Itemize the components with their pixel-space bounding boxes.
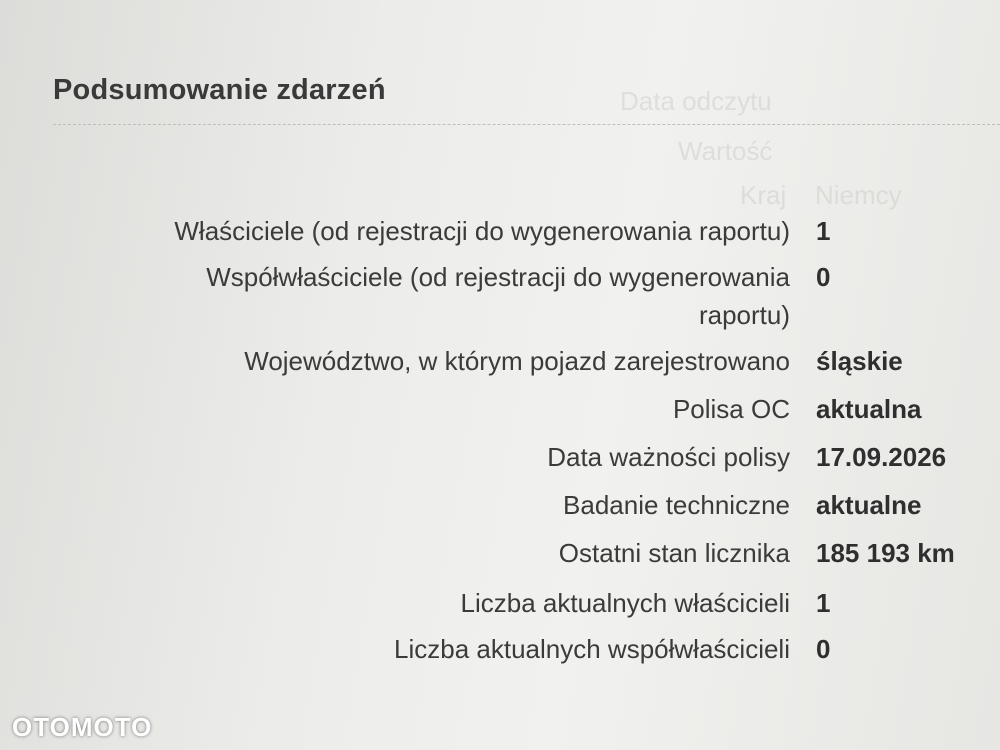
otomoto-watermark: OTOMOTO [12,712,153,742]
row-value: 0 [816,634,831,664]
row-value: 1 [816,588,831,618]
row-value: 1 [816,216,831,246]
bleed-label: Kraj [740,180,787,210]
heading-divider [53,124,1000,125]
row-label: Województwo, w którym pojazd zarejestrowano [244,346,790,376]
row-value: śląskie [816,346,903,376]
row-value: 0 [816,262,831,292]
row-label: Liczba aktualnych współwłaścicieli [394,634,790,664]
bleed-value: Niemcy [815,180,902,210]
row-label: Data ważności polisy [547,442,790,472]
row-value: 17.09.2026 [816,442,947,472]
row-value: 185 193 km [816,538,955,568]
bleed-label: Data odczytu [620,86,772,116]
row-value: aktualne [816,490,922,520]
row-label: Współwłaściciele (od rejestracji do wygenerowania raportu) [206,262,790,330]
row-label: Liczba aktualnych właścicieli [460,588,790,618]
bleed-label: Wartość [678,136,773,166]
row-label: Badanie techniczne [563,490,790,520]
row-label: Polisa OC [672,394,790,424]
row-label: Właściciele (od rejestracji do wygenerowania raportu) [174,216,790,246]
row-value: aktualna [816,394,922,424]
section-heading: Podsumowanie zdarzeń [53,74,386,106]
row-label: Ostatni stan licznika [558,538,790,568]
